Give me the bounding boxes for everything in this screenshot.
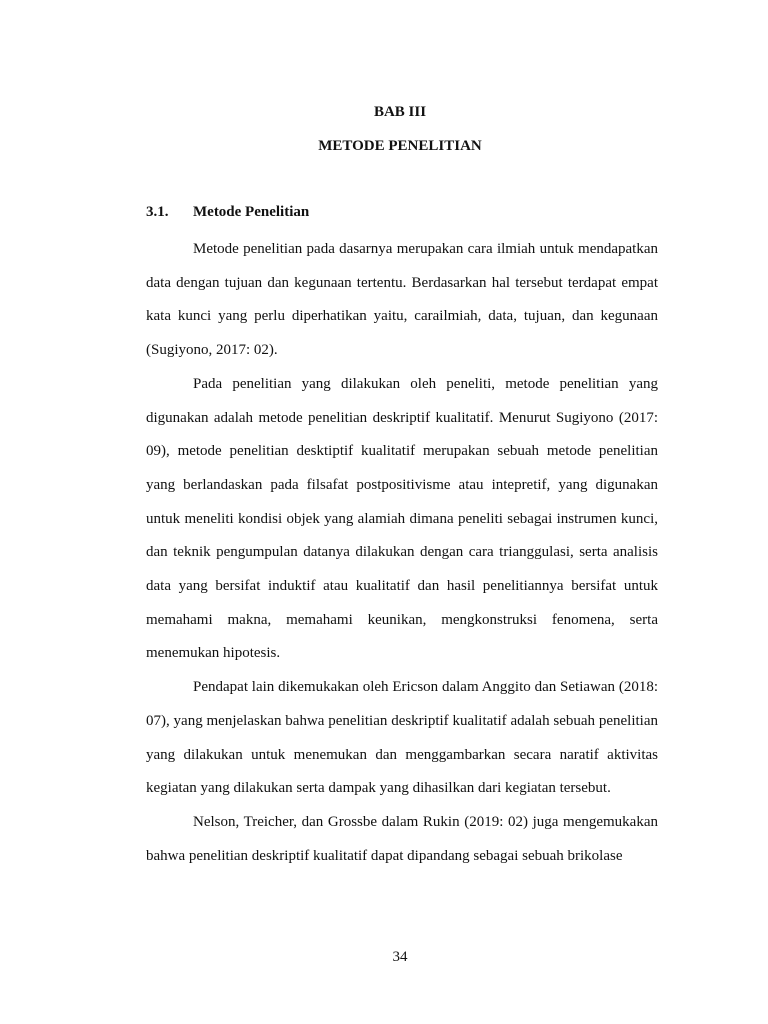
- body-text: [146, 233, 658, 873]
- page-number: 34: [392, 949, 408, 965]
- paragraph: Pendapat lain dikemukakan oleh Ericson dalam Anggito dan Setiawan (2018: 07), yang menjelaskan bahwa penelitian deskriptif kualitatif adalah sebuah penelitian yang dilakukan untuk menemukan dan menggambarkan secara naratif aktivitas kegiatan yang dilakukan serta dampak yang dihasilkan dari kegiatan tersebut.: [146, 679, 658, 797]
- section-number: 3.1.: [146, 204, 169, 220]
- paragraph: Pada penelitian yang dilakukan oleh peneliti, metode penelitian yang digunakan adalah metode penelitian deskriptif kualitatif. Menurut Sugiyono (2017: 09), metode penelitian desktiptif kualitatif merupakan sebuah metode penelitian yang berlandaskan pada filsafat postpositivisme atau intepretif, yang digunakan untuk meneliti kondisi objek yang alamiah dimana peneliti sebagai instrumen kunci, dan teknik pengumpulan datanya dilakukan dengan cara trianggulasi, serta analisis data yang bersifat induktif atau kualitatif dan hasil penelitiannya bersifat untuk memahami makna, memahami keunikan, mengkonstruksi fenomena, serta menemukan hipotesis.: [146, 375, 658, 662]
- chapter-title: METODE PENELITIAN: [318, 138, 482, 154]
- paragraph: Nelson, Treicher, dan Grossbe dalam Rukin (2019: 02) juga mengemukakan bahwa penelitian deskriptif kualitatif dapat dipandang sebagai sebuah brikolase: [146, 813, 658, 864]
- section-title: Metode Penelitian: [193, 204, 310, 220]
- chapter-number: BAB III: [373, 104, 427, 120]
- section-heading: [146, 202, 309, 222]
- paragraph: Metode penelitian pada dasarnya merupakan cara ilmiah untuk mendapatkan data dengan tujuan dan kegunaan tertentu. Berdasarkan hal tersebut terdapat empat kata kunci yang perlu diperhatikan yaitu, carailmiah, data, tujuan, dan kegunaan (Sugiyono, 2017: 02).: [146, 241, 658, 359]
